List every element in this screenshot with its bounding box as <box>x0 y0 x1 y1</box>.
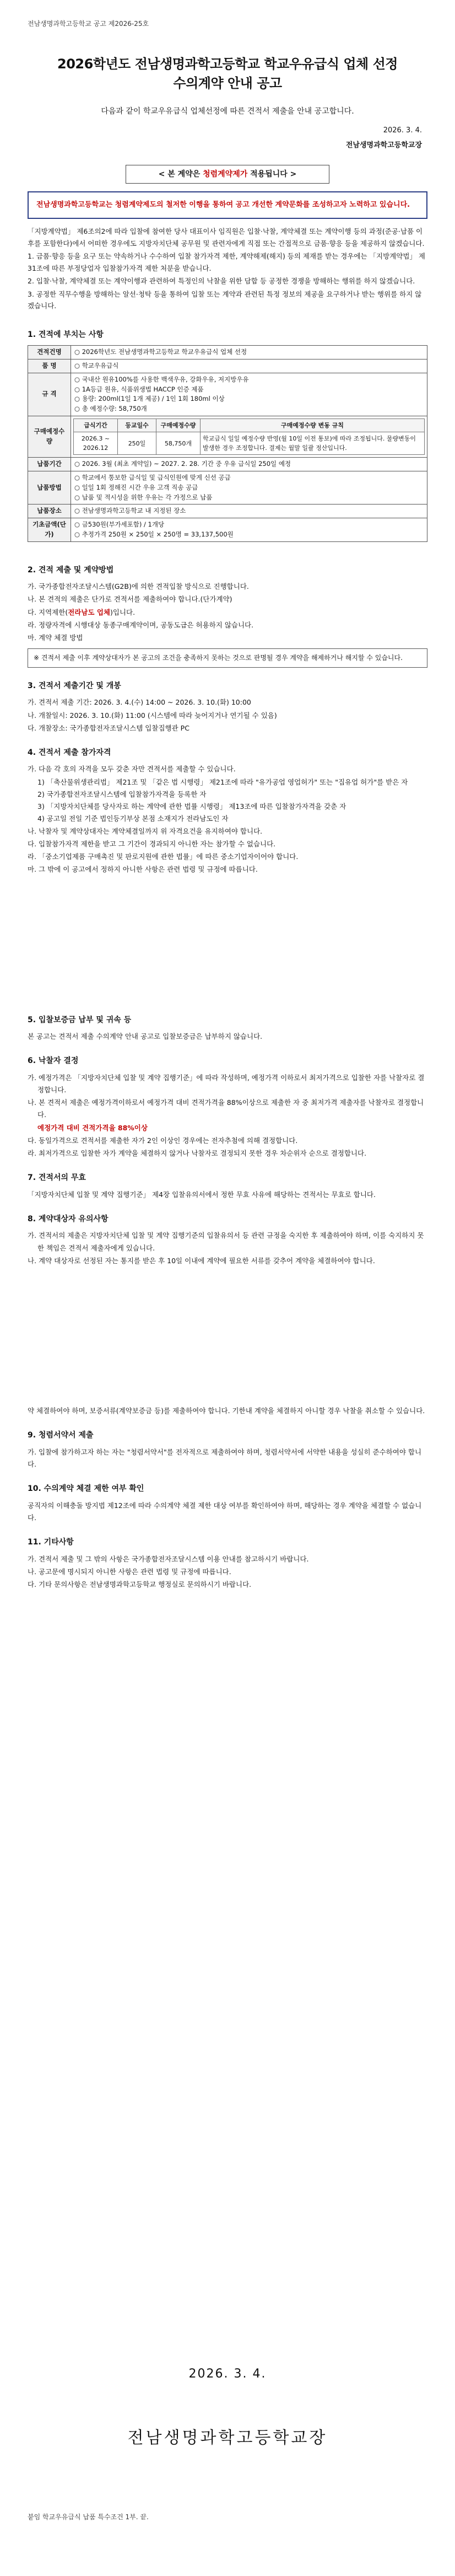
table-cell <box>71 471 427 504</box>
section-11 <box>28 1536 427 1591</box>
table-cell: ○ 전남생명과학고등학교 내 지정된 장소 <box>71 505 427 518</box>
table-header-cell: 구매예정수량 <box>156 419 201 432</box>
section-4 <box>28 747 427 876</box>
footer-date: 2026. 3. 4. <box>188 2367 267 2381</box>
table-row <box>74 432 425 455</box>
table-cell <box>71 373 427 416</box>
section-6-title: 6. 낙찰자 결정 <box>28 1056 79 1066</box>
list-item: 나. 개찰일시: 2026. 3. 10.(화) 11:00 (시스템에 따라 늦어지거나 연기될 수 있음) <box>28 711 277 720</box>
table-row <box>28 416 427 458</box>
overview-table <box>28 345 427 542</box>
notice-paragraph: 3. 공정한 직무수행을 방해하는 알선·청탁 등을 통하여 입찰 또는 계약과 관련된 특정 정보의 제공을 요구하거나 받는 행위를 하지 않겠습니다. <box>28 289 422 310</box>
section-2-title: 2. 견적 제출 및 계약방법 <box>28 565 114 575</box>
list-item: 다. 입찰참가자격 제한을 받고 그 기간이 경과되지 아니한 자는 참가할 수 없습니다. <box>28 839 276 848</box>
list-item <box>28 1122 427 1134</box>
table-header-cell: 품 명 <box>28 359 71 373</box>
list-item: 나. 본 견적의 제출은 단가로 견적서를 제출하여야 합니다.(단가계약) <box>28 595 232 604</box>
section-8 <box>28 1213 427 1267</box>
list-item: 다. 동일가격으로 견적서를 제출한 자가 2인 이상인 경우에는 전자추첨에 의해 결정합니다. <box>28 1136 298 1145</box>
table-row <box>28 373 427 416</box>
list-item: 가. 국가종합전자조달시스템(G2B)에 의한 견적입찰 방식으로 진행합니다. <box>28 582 249 591</box>
section-2 <box>28 564 427 668</box>
section-9 <box>28 1429 427 1471</box>
list-item: 라. 최저가격으로 입찰한 자가 계약을 체결하지 않거나 낙찰자로 결정되지 못한 경우 차순위자 순으로 결정합니다. <box>28 1149 367 1158</box>
section-10-title: 10. 수의계약 체결 제한 여부 확인 <box>28 1484 144 1494</box>
table-header-cell: 납품장소 <box>28 505 71 518</box>
spec-line: ○ 용량: 200ml(1일 1개 제공) / 1인 1회 180ml 이상 <box>74 395 225 403</box>
notice-paragraph: 1. 금품·향응 등을 요구 또는 약속하거나 수수하여 입찰 참가자격 제한, 계약해제(해지) 등의 제재를 받는 경우에는 「지방계약법」 제31조에 따른 부정당업자 입찰참가자격 제한 처분을 받습니다. <box>28 252 425 272</box>
delivery-line: ○ 학교에서 통보한 급식일 및 급식인원에 맞게 신선 공급 <box>74 473 231 481</box>
table-cell: 학교급식 일일 예정수량 반영(월 10일 이전 통보)에 따라 조정됩니다. 물량변동이 발생한 경우 조정합니다. 결제는 월말 일괄 정산입니다. <box>201 432 425 455</box>
list-item: 가. 견적서 제출 기간: 2026. 3. 4.(수) 14:00 ~ 2026. 3. 10.(화) 10:00 <box>28 698 251 707</box>
list-item: 마. 계약 체결 방법 <box>28 634 83 642</box>
section-7-title: 7. 견적서의 무효 <box>28 1173 86 1183</box>
section-3 <box>28 680 427 734</box>
section-11-title: 11. 기타사항 <box>28 1538 74 1547</box>
list-item: 2) 국가종합전자조달시스템에 입찰참가자격을 등록한 자 <box>37 790 207 798</box>
list-item: 나. 본 견적서 제출은 예정가격이하로서 예정가격 대비 견적가격율 88%이상으로 제출한 자 중 최저가격 제출자를 낙찰자로 결정합니다. <box>28 1098 424 1119</box>
table-row <box>28 518 427 542</box>
table-row <box>28 359 427 373</box>
table-row <box>28 471 427 504</box>
table-cell <box>71 518 427 542</box>
integrity-notice-body <box>28 226 427 312</box>
attachment-note: 붙임 학교우유급식 납품 특수조건 1부. 끝. <box>28 2513 149 2521</box>
list-item: 나. 공고문에 명시되지 아니한 사항은 관련 법령 및 규정에 따릅니다. <box>28 1567 231 1576</box>
list-item: 나. 계약 대상자로 선정된 자는 통지를 받은 후 10일 이내에 계약에 필요한 서류를 갖추어 계약을 체결하여야 합니다. <box>28 1256 375 1265</box>
list-item: 가. 예정가격은 「지방자치단체 입찰 및 계약 집행기준」에 따라 작성하며, 예정가격 이하로서 최저가격으로 입찰한 자를 낙찰자로 결정합니다. <box>28 1073 425 1094</box>
page-title <box>28 55 427 93</box>
footer-org: 전남생명과학고등학교장 <box>127 2428 328 2448</box>
list-item: 다. 지역제한(전라남도 업체)입니다. <box>28 608 136 616</box>
list-item: 가. 견적서 제출 및 그 밖의 사항은 국가종합전자조달시스템 이용 안내를 참고하시기 바랍니다. <box>28 1554 309 1563</box>
price-line: ○ 추정가격 250원 × 250일 × 250명 = 33,137,500원 <box>74 530 234 539</box>
section-8-title: 8. 계약대상자 유의사항 <box>28 1215 109 1224</box>
section-9-title: 9. 청렴서약서 제출 <box>28 1431 94 1440</box>
list-item: 3) 「지방자치단체를 당사자로 하는 계약에 관한 법률 시행령」 제13조에 따른 입찰참가자격을 갖춘 자 <box>37 802 346 811</box>
list-item: 1) 「축산물위생관리법」 제21조 및 「같은 법 시행령」 제21조에 따라 "유가공업 영업허가" 또는 "집유업 허가"를 받은 자 <box>37 777 408 786</box>
spec-line: ○ 총 예정수량: 58,750개 <box>74 405 147 413</box>
section-3-title: 3. 견적서 제출기간 및 개봉 <box>28 681 121 690</box>
section-4-title: 4. 견적서 제출 참가자격 <box>28 748 111 758</box>
quantity-table <box>73 418 425 455</box>
list-item: 나. 낙찰자 및 계약상대자는 계약체결일까지 위 자격요건을 유지하여야 합니다. <box>28 827 263 835</box>
section-8-extra: 약 체결하여야 하며, 보증서류(계약보증금 등)를 제출하여야 합니다. 기한내 계약을 체결하지 아니할 경우 낙찰을 취소할 수 있습니다. <box>28 1407 425 1415</box>
section-5 <box>28 1014 427 1043</box>
list-item: 가. 다음 각 호의 자격을 모두 갖춘 자만 견적서를 제출할 수 있습니다. <box>28 765 236 774</box>
section-5-title: 5. 입찰보증금 납부 및 귀속 등 <box>28 1015 132 1024</box>
section-10 <box>28 1483 427 1524</box>
section-5-text: 본 공고는 견적서 제출 수의계약 안내 공고로 입찰보증금은 납부하지 않습니다. <box>28 1032 263 1041</box>
section-7-text: 「지방자치단체 입찰 및 계약 집행기준」 제4장 입찰유의서에서 정한 무효 사유에 해당하는 견적서는 무효로 합니다. <box>28 1190 376 1199</box>
notice-paragraph: 「지방계약법」 제6조의2에 따라 입찰에 참여한 당사 대표이사 임직원은 입찰·낙찰, 계약체결 또는 계약이행 등의 과정(준공·납품 이후를 포함한다)에서 어떠한 경우에도 지방자치단체 공무원 및 관련자에게 직접 또는 간접적으로 금품·향응 등을 제공하지 않겠습니다. <box>28 227 425 248</box>
list-item: 4) 공고일 전일 기준 법인등기부상 본점 소재지가 전라남도인 자 <box>37 814 229 823</box>
integrity-banner <box>126 165 329 184</box>
intro-text: 다음과 같이 학교우유급식 업체선정에 따른 견적서 제출을 안내 공고합니다. <box>101 106 354 116</box>
section-1-title: 1. 견적에 부치는 사항 <box>28 330 104 339</box>
section-7 <box>28 1172 427 1201</box>
banner-left: < 본 계약은 <box>158 169 203 179</box>
red-highlight: 예정가격 대비 견적가격율 88%이상 <box>37 1123 148 1132</box>
table-cell: ○ 2026학년도 전남생명과학고등학교 학교우유급식 업체 선정 <box>71 346 427 359</box>
list-item: 가. 견적서의 제출은 지방자치단체 입찰 및 계약 집행기준의 입찰유의서 등 관련 규정을 숙지한 후 제출하여야 하며, 이를 숙지하지 못한 책임은 견적서 제출자에게 있습니다. <box>28 1231 424 1252</box>
list-item: 다. 기타 문의사항은 전남생명과학고등학교 행정실로 문의하시기 바랍니다. <box>28 1580 252 1589</box>
table-header-cell: 기초금액(단가) <box>28 518 71 542</box>
list-item: 마. 그 밖에 이 공고에서 정하지 아니한 사항은 관련 법령 및 규정에 따릅니다. <box>28 865 258 874</box>
notice-paragraph: 2. 입찰·낙찰, 계약체결 또는 계약이행과 관련하여 특정인의 낙찰을 위한 담합 등 공정한 경쟁을 방해하는 행위를 하지 않겠습니다. <box>28 277 415 286</box>
table-cell: 2026.3 ~ 2026.12 <box>74 432 118 455</box>
table-row <box>28 505 427 518</box>
integrity-notice-box: 전남생명과학고등학교는 청렴계약제도의 철저한 이행을 통하여 공고 개선한 계약문화를 조성하고자 노력하고 있습니다. <box>28 191 427 219</box>
section-8-continued <box>28 1405 427 1417</box>
table-header-cell: 등교일수 <box>118 419 156 432</box>
table-header-cell: 구매예정수량 <box>28 416 71 458</box>
table-header-cell: 급식기간 <box>74 419 118 432</box>
header-note: 전남생명과학고등학교 공고 제2026-25호 <box>28 20 149 28</box>
price-line: ○ 금530원(부가세포함) / 1개당 <box>74 520 165 529</box>
table-header-cell: 구매예정수량 변동 규칙 <box>201 419 425 432</box>
table-cell: ○ 학교우유급식 <box>71 359 427 373</box>
notice-org: 전남생명과학고등학교장 <box>345 141 422 149</box>
banner-highlight: 청렴계약제가 <box>203 169 248 179</box>
banner-right: 적용됩니다 > <box>247 169 297 179</box>
title-line-1: 2026학년도 전남생명과학고등학교 학교우유급식 업체 선정 <box>57 56 398 72</box>
table-header-cell: 납품기간 <box>28 458 71 471</box>
spec-line: ○ 국내산 원유100%를 사용한 백색우유, 강화우유, 저지방우유 <box>74 375 249 383</box>
table-header-cell: 납품방법 <box>28 471 71 504</box>
delivery-line: ○ 납품 및 적시성을 위한 우유는 각 가정으로 납품 <box>74 493 213 501</box>
red-highlight: 전라남도 업체 <box>68 608 111 616</box>
delivery-line: ○ 일일 1회 정해진 시간 우유 고객 직송 공급 <box>74 483 198 491</box>
section-9-text: 가. 입찰에 참가하고자 하는 자는 "청렴서약서"를 전자적으로 제출하여야 하며, 청렴서약서에 서약한 내용을 성실히 준수하여야 합니다. <box>28 1447 422 1469</box>
table-cell: ○ 2026. 3월 (최초 계약일) ~ 2027. 2. 28. 기간 중 우유 급식일 250일 예정 <box>71 458 427 471</box>
table-header-cell: 규 격 <box>28 373 71 416</box>
table-cell: 58,750개 <box>156 432 201 455</box>
list-item: 라. 「중소기업제품 구매촉진 및 판로지원에 관한 법률」에 따른 중소기업자이어야 합니다. <box>28 852 299 861</box>
section-2-note: ※ 견적서 제출 이후 계약상대자가 본 공고의 조건을 충족하지 못하는 것으로 판명될 경우 계약을 해제하거나 해지할 수 있습니다. <box>28 648 427 667</box>
section-10-text: 공직자의 이해충돌 방지법 제12조에 따라 수의계약 체결 제한 대상 여부를 확인하여야 하며, 해당하는 경우 계약을 체결할 수 없습니다. <box>28 1501 422 1522</box>
notice-date: 2026. 3. 4. <box>383 126 422 135</box>
table-row <box>28 346 427 359</box>
list-item: 다. 개찰장소: 국가종합전자조달시스템 입찰집행관 PC <box>28 723 189 732</box>
spec-line: ○ 1A등급 원유, 식품위생법 HACCP 인증 제품 <box>74 385 204 393</box>
table-row <box>74 419 425 432</box>
table-cell: 250일 <box>118 432 156 455</box>
list-item: 라. 정량자격에 시행대상 동종구매계약이며, 공동도급은 허용하지 않습니다. <box>28 620 254 629</box>
section-6 <box>28 1055 427 1160</box>
table-header-cell: 견적건명 <box>28 346 71 359</box>
table-row <box>28 458 427 471</box>
table-cell <box>71 416 427 458</box>
title-line-2: 수의계약 안내 공고 <box>173 75 282 91</box>
